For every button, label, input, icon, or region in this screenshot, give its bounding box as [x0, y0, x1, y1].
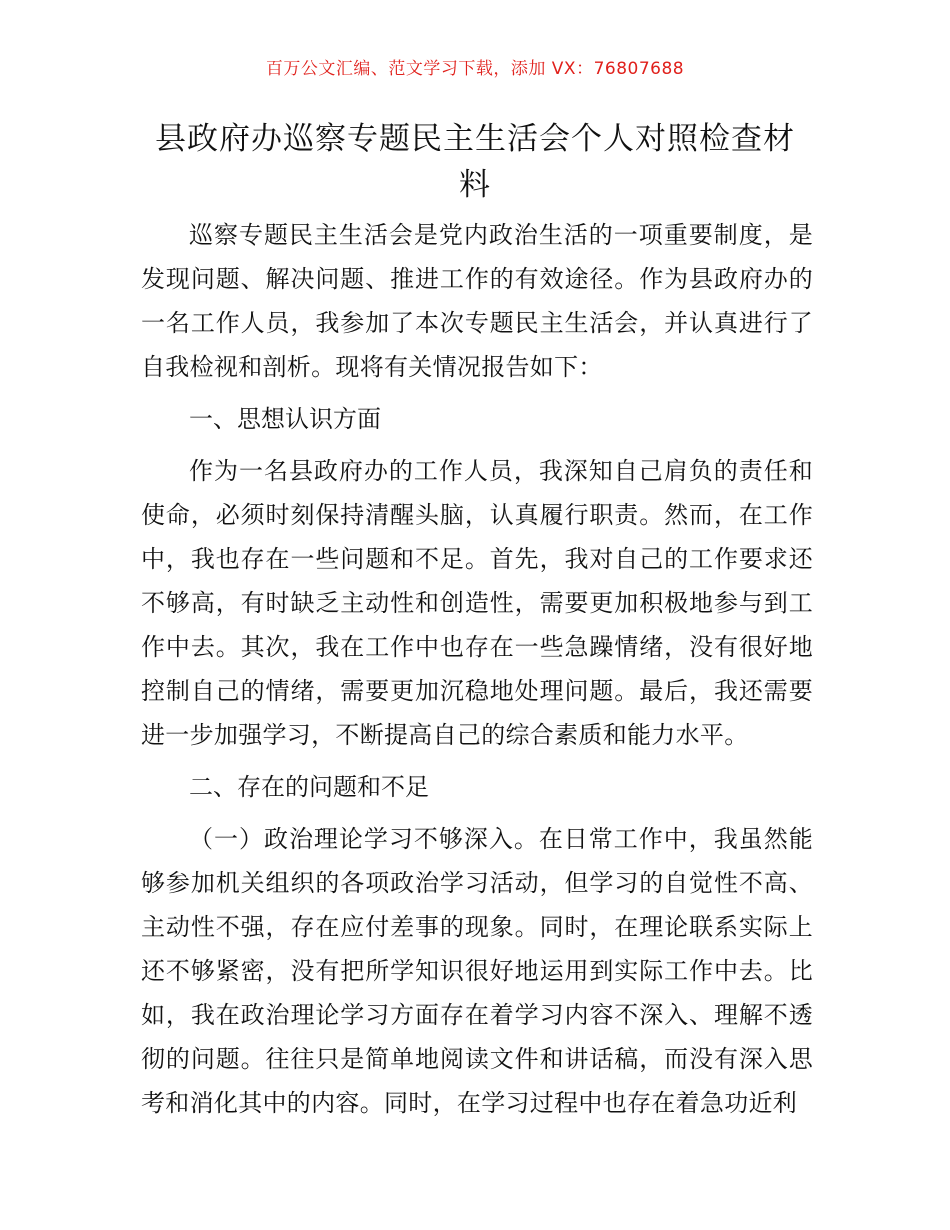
section-1-paragraph: 作为一名县政府办的工作人员，我深知自己肩负的责任和使命，必须时刻保持清醒头脑，认真履行职责。然而，在工作中，我也存在一些问题和不足。首先，我对自己的工作要求还不够高，有时缺乏主动性和创造性，需要更加积极地参与到工作中去。其次，我在工作中也存在一些急躁情绪，没有很好地控制自己的情绪，需要更加沉稳地处理问题。最后，我还需要进一步加强学习，不断提高自己的综合素质和能力水平。 — [141, 457, 813, 749]
section-heading-2: 二、存在的问题和不足 — [189, 773, 429, 801]
document-title: 县政府办巡察专题民主生活会个人对照检查材料 — [155, 121, 795, 203]
section-heading-1: 一、思想认识方面 — [189, 405, 381, 433]
watermark-header: 百万公文汇编、范文学习下载，添加 VX：76807688 — [265, 59, 685, 79]
section-2-paragraph: （一）政治理论学习不够深入。在日常工作中，我虽然能够参加机关组织的各项政治学习活动，但学习的自觉性不高、主动性不强，存在应付差事的现象。同时，在理论联系实际上还不够紧密，没有把所学知识很好地运用到实际工作中去。比如，我在政治理论学习方面存在着学习内容不深入、理解不透彻的问题。往往只是简单地阅读文件和讲话稿，而没有深入思考和消化其中的内容。同时，在学习过程中也存在着急功近利 — [141, 825, 813, 1117]
intro-paragraph: 巡察专题民主生活会是党内政治生活的一项重要制度，是发现问题、解决问题、推进工作的有效途径。作为县政府办的一名工作人员，我参加了本次专题民主生活会，并认真进行了自我检视和剖析。现将有关情况报告如下： — [141, 221, 813, 381]
document-body — [141, 213, 813, 1125]
